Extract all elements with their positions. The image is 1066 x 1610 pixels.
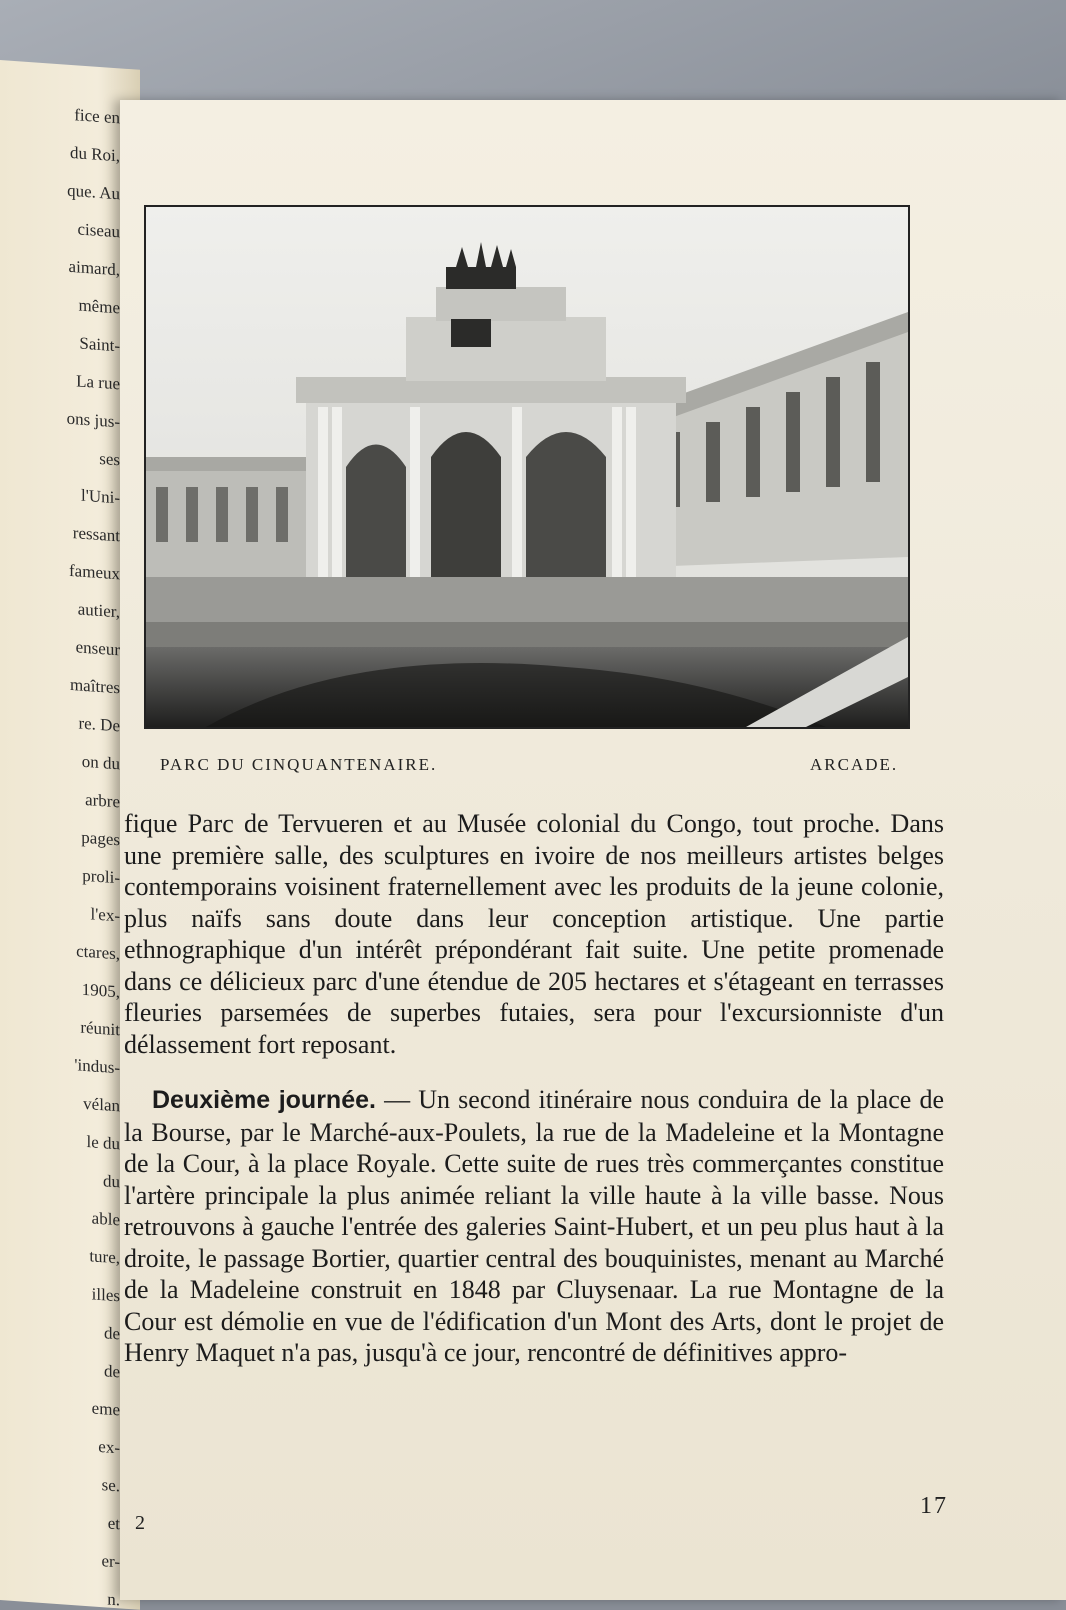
left-page-fragment: maîtres bbox=[69, 674, 120, 698]
arcade-photograph bbox=[144, 205, 910, 729]
paragraph: fique Parc de Tervueren et au Musée colonial du Congo, tout proche. Dans une première salle, des sculptures en ivoire de nos meilleurs artistes belges contemporains voisinent fraternellement avec les produits de la jeune colonie, plus naïfs sans doute dans leur conception artistique. Une partie ethnographique d'un intérêt prépondérant fait suite. Une petite promenade dans ce délicieux parc d'une étendue de 205 hectares et s'étageant en terrasses fleuries parsemées de superbes futaies, sera pour l'excursionniste d'un délassement fort reposant. bbox=[124, 809, 944, 1059]
paragraph bbox=[124, 1084, 944, 1369]
left-page-fragment: autier, bbox=[77, 599, 120, 622]
left-page-fragment: et bbox=[107, 1513, 120, 1534]
left-page-fragment: able bbox=[91, 1208, 120, 1230]
arcade-illustration bbox=[146, 207, 908, 727]
left-page-fragment: fameux bbox=[69, 560, 120, 584]
figure-caption-left: PARC DU CINQUANTENAIRE. bbox=[160, 755, 438, 774]
left-page-fragment: du Roi, bbox=[69, 142, 120, 166]
left-page-fragment: proli- bbox=[82, 865, 120, 888]
left-page-fragment: eme bbox=[91, 1398, 120, 1420]
left-page-fragment: ciseau bbox=[77, 219, 120, 242]
left-page-fragment: Saint- bbox=[79, 333, 120, 356]
left-page-fragment: du bbox=[103, 1171, 120, 1192]
left-page-fragment: ture, bbox=[89, 1246, 120, 1268]
left-page-fragment: ses bbox=[99, 448, 120, 470]
left-page-fragment: réunit bbox=[80, 1017, 120, 1040]
left-page-fragment: pages bbox=[81, 827, 120, 850]
body-text bbox=[124, 808, 944, 1369]
figure-caption-right: ARCADE. bbox=[810, 755, 899, 774]
left-page-fragment: se. bbox=[101, 1475, 120, 1496]
left-page-fragment: fice en bbox=[74, 105, 120, 128]
left-page-fragment: on du bbox=[81, 751, 120, 774]
left-page-fragment: re. De bbox=[78, 713, 120, 736]
left-page bbox=[0, 60, 140, 1610]
left-page-fragment: l'Uni- bbox=[81, 485, 120, 508]
left-page-fragment: vélan bbox=[83, 1093, 120, 1116]
page-number: 17 bbox=[920, 1493, 948, 1519]
left-page-fragment: n. bbox=[107, 1589, 120, 1610]
left-page-fragment: er- bbox=[101, 1551, 120, 1572]
left-page-fragment: ex- bbox=[98, 1436, 120, 1458]
paragraph-text: — Un second itinéraire nous conduira de la place de la Bourse, par le Marché-aux-Poulets, la rue de la Madeleine et la Montagne de la Cour, à la place Royale. Cette suite de rues très commerçantes constitue l'artère principale la plus animée reliant la ville haute à la ville basse. Nous retrouvons à gauche l'entrée des galeries Saint-Hubert, et un peu plus haut à la droite, le passage Bortier, quartier central des bouquinistes, menant au Marché de la Madeleine construit en 1848 par Cluysenaar. La rue Montagne de la Cour est démolie en vue de l'édification d'un Mont des Arts, dont le projet de Henry Maquet n'a pas, jusqu'à ce jour, rencontré de définitives appro- bbox=[124, 1085, 944, 1367]
section-heading: Deuxième journée. bbox=[152, 1086, 376, 1114]
left-page-fragment: arbre bbox=[85, 789, 120, 812]
left-page-fragment: l'ex- bbox=[90, 904, 120, 926]
left-page-number: 2 bbox=[135, 1512, 145, 1534]
left-page-fragment: enseur bbox=[75, 637, 120, 660]
left-page-fragment: aimard, bbox=[68, 256, 120, 280]
right-page bbox=[120, 100, 1066, 1600]
left-page-fragment: le du bbox=[86, 1132, 120, 1154]
left-page-fragment: 1905, bbox=[81, 979, 120, 1002]
left-page-text bbox=[0, 100, 130, 1610]
left-page-fragment: ctares, bbox=[76, 941, 120, 964]
left-page-fragment: ons jus- bbox=[66, 408, 120, 432]
left-page-fragment: illes bbox=[91, 1284, 120, 1306]
left-page-fragment: de bbox=[103, 1323, 120, 1344]
left-page-fragment: même bbox=[78, 295, 120, 318]
left-page-fragment: que. Au bbox=[67, 180, 120, 204]
left-page-fragment: de bbox=[103, 1361, 120, 1382]
left-page-fragment: La rue bbox=[76, 371, 120, 394]
left-page-fragment: ressant bbox=[72, 523, 120, 546]
left-page-fragment: 'indus- bbox=[74, 1055, 120, 1078]
